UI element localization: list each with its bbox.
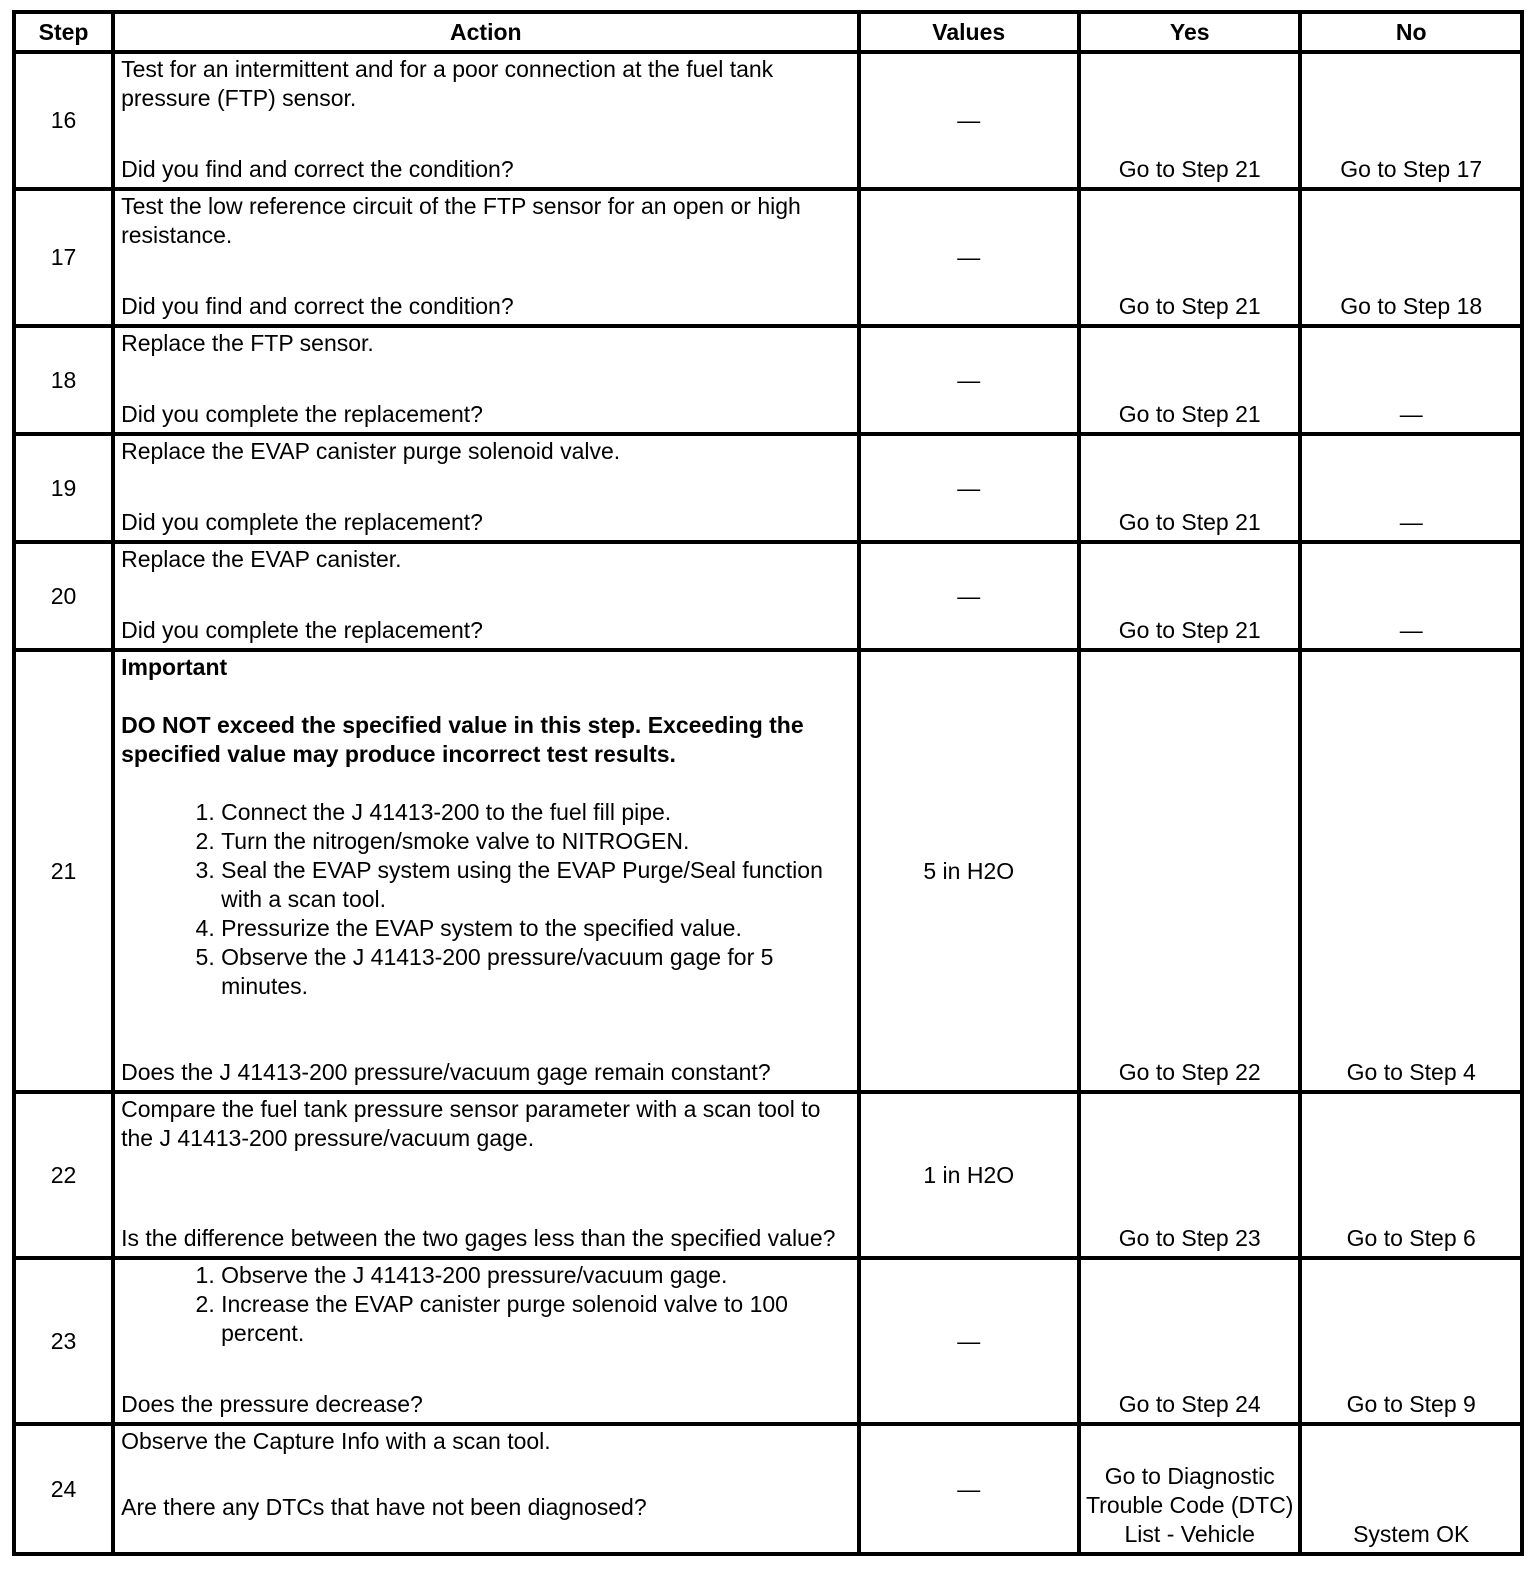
values-cell: 1 in H2O: [859, 1092, 1079, 1258]
step-number: 24: [14, 1424, 113, 1554]
action-text: Test for an intermittent and for a poor connection at the fuel tank pressure (FTP) sensor.: [121, 56, 774, 111]
values-cell: —: [859, 434, 1079, 542]
no-value: —: [1300, 326, 1522, 434]
step-number: 16: [14, 52, 113, 189]
yes-link[interactable]: Go to Step 24: [1079, 1258, 1300, 1424]
values-cell: —: [859, 542, 1079, 650]
list-item: 1. Connect the J 41413-200 to the fuel fill pipe.: [221, 798, 850, 827]
yes-link[interactable]: Go to Step 21: [1079, 542, 1300, 650]
header-row: [14, 12, 1522, 52]
table-row: [14, 434, 1522, 542]
step-number: 21: [14, 650, 113, 1092]
procedure-list: [121, 798, 850, 1001]
values-cell: —: [859, 1424, 1079, 1554]
yes-link[interactable]: Go to Step 21: [1079, 189, 1300, 326]
list-item: 2. Increase the EVAP canister purge solenoid valve to 100 percent.: [221, 1290, 850, 1348]
step-number: 17: [14, 189, 113, 326]
action-text: Test the low reference circuit of the FTP sensor for an open or high resistance.: [121, 193, 801, 248]
no-value: System OK: [1300, 1424, 1522, 1554]
header-step: Step: [14, 12, 113, 52]
no-link[interactable]: Go to Step 6: [1300, 1092, 1522, 1258]
values-cell: —: [859, 52, 1079, 189]
values-cell: —: [859, 326, 1079, 434]
procedure-list: [121, 1261, 850, 1348]
no-link[interactable]: Go to Step 9: [1300, 1258, 1522, 1424]
diagnostic-table: [12, 10, 1524, 1556]
list-item: 1. Observe the J 41413-200 pressure/vacuum gage.: [221, 1261, 850, 1290]
no-link[interactable]: Go to Step 17: [1300, 52, 1522, 189]
action-question: Did you complete the replacement?: [121, 401, 483, 427]
action-cell: [113, 542, 858, 650]
yes-link[interactable]: Go to Step 21: [1079, 326, 1300, 434]
action-cell: [113, 1258, 858, 1424]
list-item: 5. Observe the J 41413-200 pressure/vacuum gage for 5 minutes.: [221, 943, 850, 1001]
action-question: Did you complete the replacement?: [121, 617, 483, 643]
action-question: Does the J 41413-200 pressure/vacuum gage remain constant?: [121, 1059, 771, 1085]
yes-link[interactable]: Go to Step 22: [1079, 650, 1300, 1092]
no-link[interactable]: Go to Step 4: [1300, 650, 1522, 1092]
action-text: Replace the EVAP canister purge solenoid valve.: [121, 438, 621, 464]
action-cell: [113, 1424, 858, 1554]
action-question: Are there any DTCs that have not been diagnosed?: [121, 1494, 647, 1520]
table-row: [14, 52, 1522, 189]
values-cell: —: [859, 1258, 1079, 1424]
list-item: 3. Seal the EVAP system using the EVAP Purge/Seal function with a scan tool.: [221, 856, 850, 914]
action-question: Did you find and correct the condition?: [121, 293, 514, 319]
header-no: No: [1300, 12, 1522, 52]
values-cell: —: [859, 189, 1079, 326]
table-row: [14, 189, 1522, 326]
action-cell: [113, 326, 858, 434]
action-text: Observe the Capture Info with a scan tool.: [121, 1428, 551, 1454]
table-row: [14, 326, 1522, 434]
no-value: —: [1300, 434, 1522, 542]
table-row: [14, 650, 1522, 1092]
yes-link[interactable]: Go to Diagnostic Trouble Code (DTC) List - Vehicle: [1079, 1424, 1300, 1554]
yes-link[interactable]: Go to Step 21: [1079, 52, 1300, 189]
action-cell: [113, 52, 858, 189]
no-link[interactable]: Go to Step 18: [1300, 189, 1522, 326]
header-action: Action: [113, 12, 858, 52]
action-question: Did you find and correct the condition?: [121, 156, 514, 182]
list-item: 2. Turn the nitrogen/smoke valve to NITROGEN.: [221, 827, 850, 856]
action-text: Replace the FTP sensor.: [121, 330, 374, 356]
step-number: 20: [14, 542, 113, 650]
header-values: Values: [859, 12, 1079, 52]
step-number: 23: [14, 1258, 113, 1424]
action-text: Replace the EVAP canister.: [121, 546, 402, 572]
header-yes: Yes: [1079, 12, 1300, 52]
action-cell: [113, 1092, 858, 1258]
yes-link[interactable]: Go to Step 21: [1079, 434, 1300, 542]
action-question: Does the pressure decrease?: [121, 1391, 423, 1417]
action-cell: [113, 434, 858, 542]
step-number: 22: [14, 1092, 113, 1258]
action-text: Compare the fuel tank pressure sensor parameter with a scan tool to the J 41413-200 pressure/vacuum gage.: [121, 1096, 821, 1151]
table-row: [14, 1258, 1522, 1424]
table-row: [14, 542, 1522, 650]
important-text: DO NOT exceed the specified value in this step. Exceeding the specified value may produce incorrect test results.: [121, 712, 804, 767]
action-cell: [113, 650, 858, 1092]
step-number: 19: [14, 434, 113, 542]
no-value: —: [1300, 542, 1522, 650]
step-number: 18: [14, 326, 113, 434]
values-cell: 5 in H2O: [859, 650, 1079, 1092]
action-question: Did you complete the replacement?: [121, 509, 483, 535]
list-item: 4. Pressurize the EVAP system to the specified value.: [221, 914, 850, 943]
table-row: [14, 1424, 1522, 1554]
action-cell: [113, 189, 858, 326]
yes-link[interactable]: Go to Step 23: [1079, 1092, 1300, 1258]
table-row: [14, 1092, 1522, 1258]
important-title: Important: [121, 654, 228, 680]
action-question: Is the difference between the two gages less than the specified value?: [121, 1225, 836, 1251]
